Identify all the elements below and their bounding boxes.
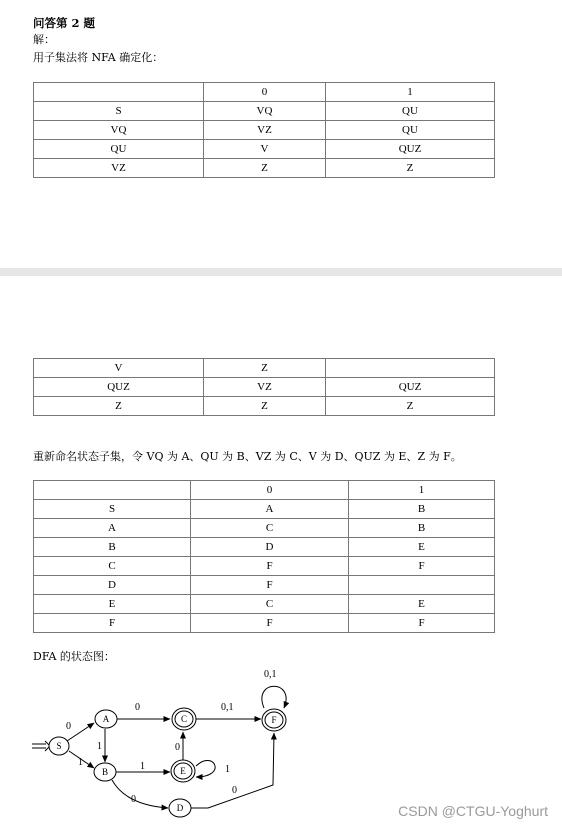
- table-cell: C: [191, 519, 349, 538]
- table-row: [34, 159, 495, 178]
- table-row: [34, 140, 495, 159]
- table-cell: Z: [326, 159, 495, 178]
- subset-table: [33, 82, 495, 178]
- table-cell: C: [34, 557, 191, 576]
- table-cell: Z: [204, 397, 326, 416]
- question-title: 问答第 2 题: [33, 16, 96, 30]
- table-cell: Z: [204, 159, 326, 178]
- table-cell: F: [349, 614, 495, 633]
- table-cell: Z: [34, 397, 204, 416]
- watermark: CSDN @CTGU-Yoghurt: [398, 803, 548, 819]
- dfa-table: [33, 480, 495, 633]
- intro-text: 用子集法将 NFA 确定化：: [33, 51, 164, 64]
- dfa-state-diagram: [28, 665, 308, 821]
- table-row: [34, 397, 495, 416]
- subset-table-continued: [33, 358, 495, 416]
- state-b: [94, 763, 116, 781]
- edge-label: 0: [135, 702, 140, 713]
- edge-b-d: [112, 780, 168, 808]
- state-c-accepting: [172, 708, 196, 730]
- table-cell: [326, 359, 495, 378]
- table-cell: D: [34, 576, 191, 595]
- table-cell: VZ: [204, 378, 326, 397]
- table-cell: E: [349, 538, 495, 557]
- table-cell: Z: [204, 359, 326, 378]
- table-cell: F: [349, 557, 495, 576]
- state-a: [95, 710, 117, 728]
- table-row: [34, 121, 495, 140]
- state-label: C: [180, 714, 188, 724]
- table-cell: 1: [349, 481, 495, 500]
- state-label: B: [101, 767, 109, 777]
- table-cell: [349, 576, 495, 595]
- state-label: E: [180, 766, 186, 776]
- table-row: [34, 378, 495, 397]
- table-row: [34, 519, 495, 538]
- table-cell: F: [191, 614, 349, 633]
- table-cell: B: [34, 538, 191, 557]
- edge-label: 0: [175, 742, 180, 753]
- edge-s-a: [67, 723, 94, 741]
- table-row: [34, 595, 495, 614]
- edge-label: 1: [78, 757, 83, 768]
- table-row: [34, 102, 495, 121]
- table-row: [34, 538, 495, 557]
- table-cell: 1: [326, 83, 495, 102]
- table-header-row: [34, 83, 495, 102]
- table-row: [34, 359, 495, 378]
- table-cell: S: [34, 500, 191, 519]
- state-label: A: [102, 714, 110, 724]
- table-cell: QU: [34, 140, 204, 159]
- edge-d-f: [191, 733, 274, 808]
- table-cell: B: [349, 519, 495, 538]
- state-label: F: [271, 715, 277, 725]
- edge-label: 1: [225, 764, 230, 775]
- table-cell: F: [191, 557, 349, 576]
- table-cell: E: [349, 595, 495, 614]
- table-cell: QU: [326, 102, 495, 121]
- edge-f-loop: [262, 686, 286, 708]
- table-cell: V: [204, 140, 326, 159]
- edge-label: 0: [131, 794, 136, 805]
- rename-text: 重新命名状态子集，令 VQ 为 A、QU 为 B、VZ 为 C、V 为 D、QUZ 为 E、Z 为 F。: [33, 450, 462, 463]
- table-cell: QU: [326, 121, 495, 140]
- dfa-label: DFA 的状态图：: [33, 650, 115, 663]
- table-cell: QUZ: [326, 140, 495, 159]
- table-cell: VQ: [204, 102, 326, 121]
- table-cell: D: [191, 538, 349, 557]
- table-cell: 0: [191, 481, 349, 500]
- table-cell: B: [349, 500, 495, 519]
- state-e-accepting: [171, 760, 195, 782]
- state-label: D: [176, 803, 184, 813]
- table-cell: F: [191, 576, 349, 595]
- state-label: S: [56, 741, 62, 751]
- edge-label: 1: [140, 761, 145, 772]
- table-row: [34, 500, 495, 519]
- table-cell: [34, 83, 204, 102]
- table-cell: V: [34, 359, 204, 378]
- table-cell: S: [34, 102, 204, 121]
- edge-label: 0,1: [221, 702, 234, 713]
- table-row: [34, 614, 495, 633]
- table-cell: VQ: [34, 121, 204, 140]
- edge-label: 0: [232, 785, 237, 796]
- table-cell: VZ: [204, 121, 326, 140]
- edge-label: 0: [66, 721, 71, 732]
- answer-label: 解：: [33, 33, 55, 46]
- edge-label: 1: [97, 741, 102, 752]
- table-header-row: [34, 481, 495, 500]
- table-cell: C: [191, 595, 349, 614]
- state-f-accepting: [262, 709, 286, 731]
- table-cell: 0: [204, 83, 326, 102]
- state-d: [169, 799, 191, 817]
- page-break: [0, 268, 562, 276]
- table-row: [34, 576, 495, 595]
- page-1: [0, 0, 562, 268]
- table-row: [34, 557, 495, 576]
- table-cell: A: [34, 519, 191, 538]
- start-arrow: [32, 741, 50, 751]
- state-s: [49, 737, 69, 755]
- table-cell: Z: [326, 397, 495, 416]
- table-cell: A: [191, 500, 349, 519]
- table-cell: QUZ: [34, 378, 204, 397]
- edge-e-loop: [196, 761, 215, 777]
- table-cell: E: [34, 595, 191, 614]
- table-cell: [34, 481, 191, 500]
- edge-label: 0,1: [264, 669, 277, 680]
- table-cell: F: [34, 614, 191, 633]
- table-cell: VZ: [34, 159, 204, 178]
- table-cell: QUZ: [326, 378, 495, 397]
